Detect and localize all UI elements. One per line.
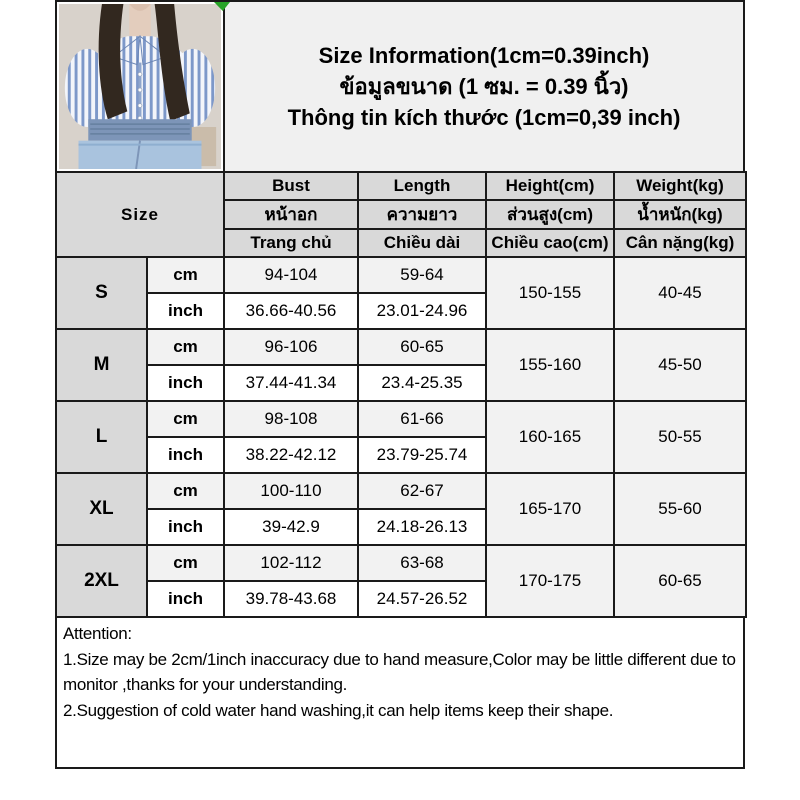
unit-label-inch: inch xyxy=(147,293,224,329)
product-photo xyxy=(57,2,225,171)
top-section xyxy=(55,0,745,171)
weight-value: 55-60 xyxy=(614,473,746,545)
size-info-title-block xyxy=(225,2,743,171)
bust-cm-value: 100-110 xyxy=(224,473,358,509)
header-bust-th: หน้าอก xyxy=(224,200,358,229)
header-row-en xyxy=(56,172,746,200)
product-photo-illustration xyxy=(59,4,221,169)
unit-label-inch: inch xyxy=(147,365,224,401)
attention-note-1: 1.Size may be 2cm/1inch inaccuracy due to hand measure,Color may be little different due to monitor ,thanks for your understanding. xyxy=(63,649,736,694)
height-value: 150-155 xyxy=(486,257,614,329)
length-cm-value: 63-68 xyxy=(358,545,486,581)
bust-inch-value: 37.44-41.34 xyxy=(224,365,358,401)
size-label-l: L xyxy=(56,401,147,473)
weight-value: 45-50 xyxy=(614,329,746,401)
size-label-2xl: 2XL xyxy=(56,545,147,617)
unit-label-cm: cm xyxy=(147,545,224,581)
header-weight-th: น้ำหนัก(kg) xyxy=(614,200,746,229)
unit-label-cm: cm xyxy=(147,257,224,293)
title-thai: ข้อมูลขนาด (1 ซม. = 0.39 นิ้ว) xyxy=(339,73,629,99)
unit-label-inch: inch xyxy=(147,581,224,617)
weight-value: 50-55 xyxy=(614,401,746,473)
title-vietnamese: Thông tin kích thước (1cm=0,39 inch) xyxy=(287,104,681,130)
size-table xyxy=(55,171,747,618)
length-inch-value: 23.79-25.74 xyxy=(358,437,486,473)
row-l-cm xyxy=(56,401,746,437)
length-cm-value: 61-66 xyxy=(358,401,486,437)
attention-notes xyxy=(55,618,745,769)
size-label-m: M xyxy=(56,329,147,401)
unit-label-cm: cm xyxy=(147,329,224,365)
title-english: Size Information(1cm=0.39inch) xyxy=(318,42,650,68)
length-inch-value: 23.4-25.35 xyxy=(358,365,486,401)
length-cm-value: 62-67 xyxy=(358,473,486,509)
attention-heading: Attention: xyxy=(63,624,132,643)
bust-inch-value: 39-42.9 xyxy=(224,509,358,545)
size-label-xl: XL xyxy=(56,473,147,545)
bust-inch-value: 39.78-43.68 xyxy=(224,581,358,617)
bust-cm-value: 96-106 xyxy=(224,329,358,365)
size-column-header: Size xyxy=(56,172,224,257)
bust-cm-value: 98-108 xyxy=(224,401,358,437)
unit-label-inch: inch xyxy=(147,509,224,545)
unit-label-cm: cm xyxy=(147,473,224,509)
length-cm-value: 60-65 xyxy=(358,329,486,365)
header-height-vi: Chiều cao(cm) xyxy=(486,229,614,257)
length-inch-value: 24.57-26.52 xyxy=(358,581,486,617)
header-weight-en: Weight(kg) xyxy=(614,172,746,200)
header-height-en: Height(cm) xyxy=(486,172,614,200)
row-m-cm xyxy=(56,329,746,365)
size-chart-sheet xyxy=(55,0,745,769)
height-value: 155-160 xyxy=(486,329,614,401)
header-length-th: ความยาว xyxy=(358,200,486,229)
row-2xl-cm xyxy=(56,545,746,581)
height-value: 165-170 xyxy=(486,473,614,545)
attention-note-2: 2.Suggestion of cold water hand washing,it can help items keep their shape. xyxy=(63,700,614,720)
row-xl-cm xyxy=(56,473,746,509)
bust-inch-value: 38.22-42.12 xyxy=(224,437,358,473)
header-height-th: ส่วนสูง(cm) xyxy=(486,200,614,229)
length-inch-value: 23.01-24.96 xyxy=(358,293,486,329)
height-value: 170-175 xyxy=(486,545,614,617)
length-inch-value: 24.18-26.13 xyxy=(358,509,486,545)
header-length-vi: Chiều dài xyxy=(358,229,486,257)
header-bust-en: Bust xyxy=(224,172,358,200)
weight-value: 60-65 xyxy=(614,545,746,617)
unit-label-inch: inch xyxy=(147,437,224,473)
row-s-cm xyxy=(56,257,746,293)
bust-cm-value: 94-104 xyxy=(224,257,358,293)
weight-value: 40-45 xyxy=(614,257,746,329)
bust-inch-value: 36.66-40.56 xyxy=(224,293,358,329)
header-weight-vi: Cân nặng(kg) xyxy=(614,229,746,257)
length-cm-value: 59-64 xyxy=(358,257,486,293)
header-bust-vi: Trang chủ xyxy=(224,229,358,257)
size-label-s: S xyxy=(56,257,147,329)
height-value: 160-165 xyxy=(486,401,614,473)
bust-cm-value: 102-112 xyxy=(224,545,358,581)
header-length-en: Length xyxy=(358,172,486,200)
unit-label-cm: cm xyxy=(147,401,224,437)
